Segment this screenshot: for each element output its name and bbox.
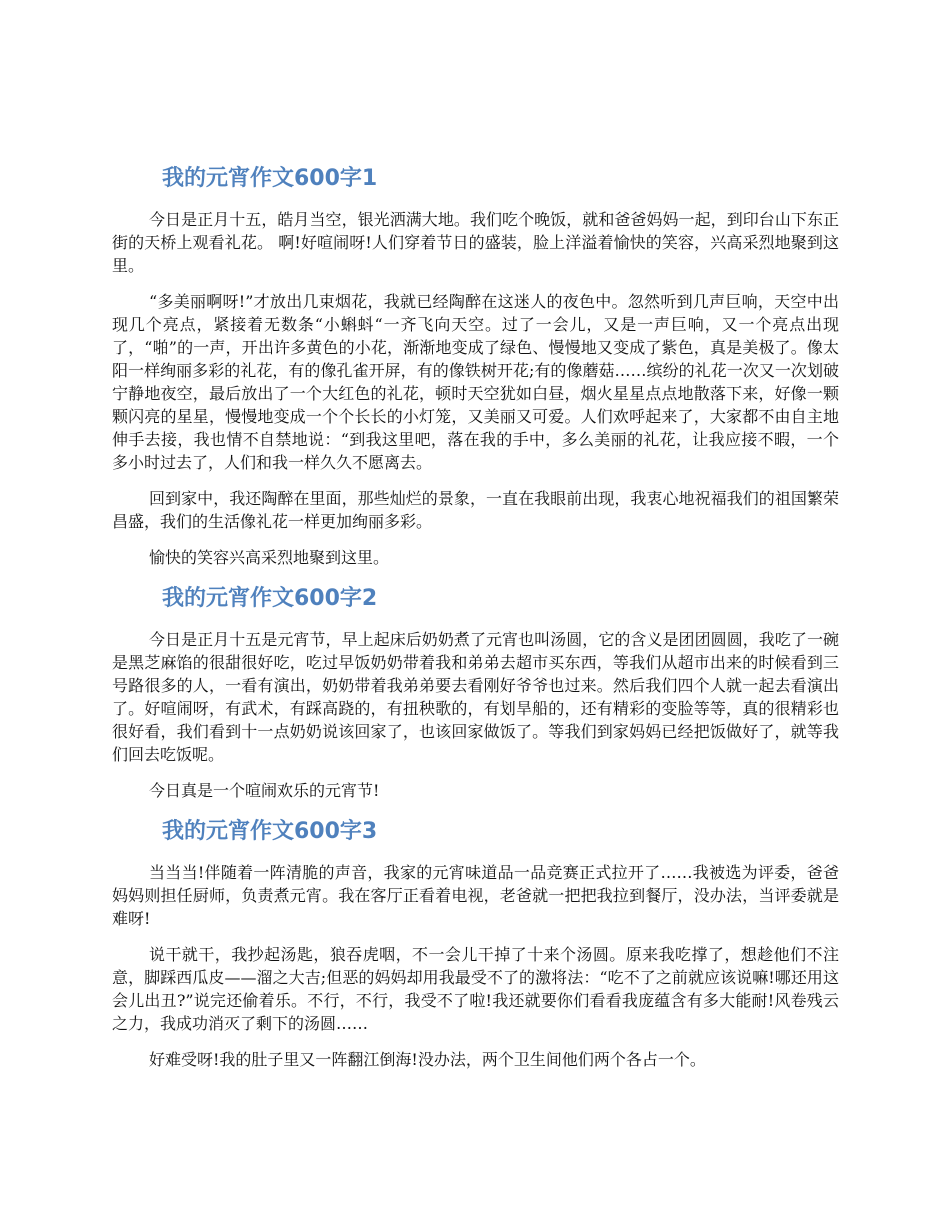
section-heading: 我的元宵作文600字2 [162,586,378,611]
paragraph: 回到家中，我还陶醉在里面，那些灿烂的景象，一直在我眼前出现，我衷心地祝福我们的祖国繁荣昌盛，我们的生活像礼花一样更加绚丽多彩。 [112,489,839,531]
section-heading: 我的元宵作文600字1 [162,166,378,191]
paragraph: “多美丽啊呀!”才放出几束烟花，我就已经陶醉在这迷人的夜色中。忽然听到几声巨响，天空中出现几个亮点，紧接着无数条“小蝌蚪“一齐飞向天空。过了一会儿，又是一声巨响，又一个亮点出现了，“啪”的一声，开出许多黄色的小花，渐渐地变成了绿色、慢慢地又变成了紫色，真是美极了。像太阳一样绚丽多彩的礼花，有的像孔雀开屏，有的像铁树开花;有的像蘑菇……缤纷的礼花一次又一次划破宁静地夜空，最后放出了一个大红色的礼花，顿时天空犹如白昼，烟火星星点点地散落下来，好像一颗颗闪亮的星星，慢慢地变成一个个长长的小灯笼，又美丽又可爱。人们欢呼起来了，大家都不由自主地伸手去接，我也情不自禁地说：“到我这里吧，落在我的手中，多么美丽的礼花，让我应接不暇，一个多小时过去了，人们和我一样久久不愿离去。 [112,292,839,472]
essay-section-3 [112,815,839,1071]
document-body [112,162,839,1084]
paragraph: 今日是正月十五是元宵节，早上起床后奶奶煮了元宵也叫汤圆，它的含义是团团圆圆，我吃了一碗是黑芝麻馅的很甜很好吃，吃过早饭奶奶带着我和弟弟去超市买东西，等我们从超市出来的时候看到三号路很多的人，一看有演出，奶奶带着我弟弟要去看刚好爷爷也过来。然后我们四个人就一起去看演出了。好喧闹呀，有武术，有踩高跷的，有扭秧歌的，有划旱船的，还有精彩的变脸等等，真的很精彩也很好看，我们看到十一点奶奶说该回家了，也该回家做饭了。等我们到家妈妈已经把饭做好了，就等我们回去吃饭呢。 [112,630,839,764]
essay-section-2 [112,582,839,802]
paragraph: 当当当!伴随着一阵清脆的声音，我家的元宵味道品一品竞赛正式拉开了……我被选为评委，爸爸妈妈则担任厨师，负责煮元宵。我在客厅正看着电视，老爸就一把把我拉到餐厅，没办法，当评委就是难呀! [112,863,839,928]
paragraph: 好难受呀!我的肚子里又一阵翻江倒海!没办法，两个卫生间他们两个各占一个。 [149,1050,706,1069]
paragraph: 愉快的笑容兴高采烈地聚到这里。 [149,548,390,567]
essay-section-1 [112,162,839,569]
paragraph: 今日真是一个喧闹欢乐的元宵节! [149,781,380,800]
section-heading: 我的元宵作文600字3 [162,819,378,844]
paragraph: 说干就干，我抄起汤匙，狼吞虎咽，不一会儿干掉了十来个汤圆。原来我吃撑了，想趁他们不注意，脚踩西瓜皮——溜之大吉;但恶的妈妈却用我最受不了的激将法：“吃不了之前就应该说嘛!哪还用这会儿出丑?”说完还偷着乐。不行，不行，我受不了啦!我还就要你们看看我庞蕴含有多大能耐!风卷残云之力，我成功消灭了剩下的汤圆…… [112,945,839,1033]
paragraph: 今日是正月十五，皓月当空，银光洒满大地。我们吃个晚饭，就和爸爸妈妈一起，到印台山下东正街的天桥上观看礼花。 啊!好喧闹呀!人们穿着节日的盛装，脸上洋溢着愉快的笑容，兴高采烈地聚到这里。 [112,210,839,275]
